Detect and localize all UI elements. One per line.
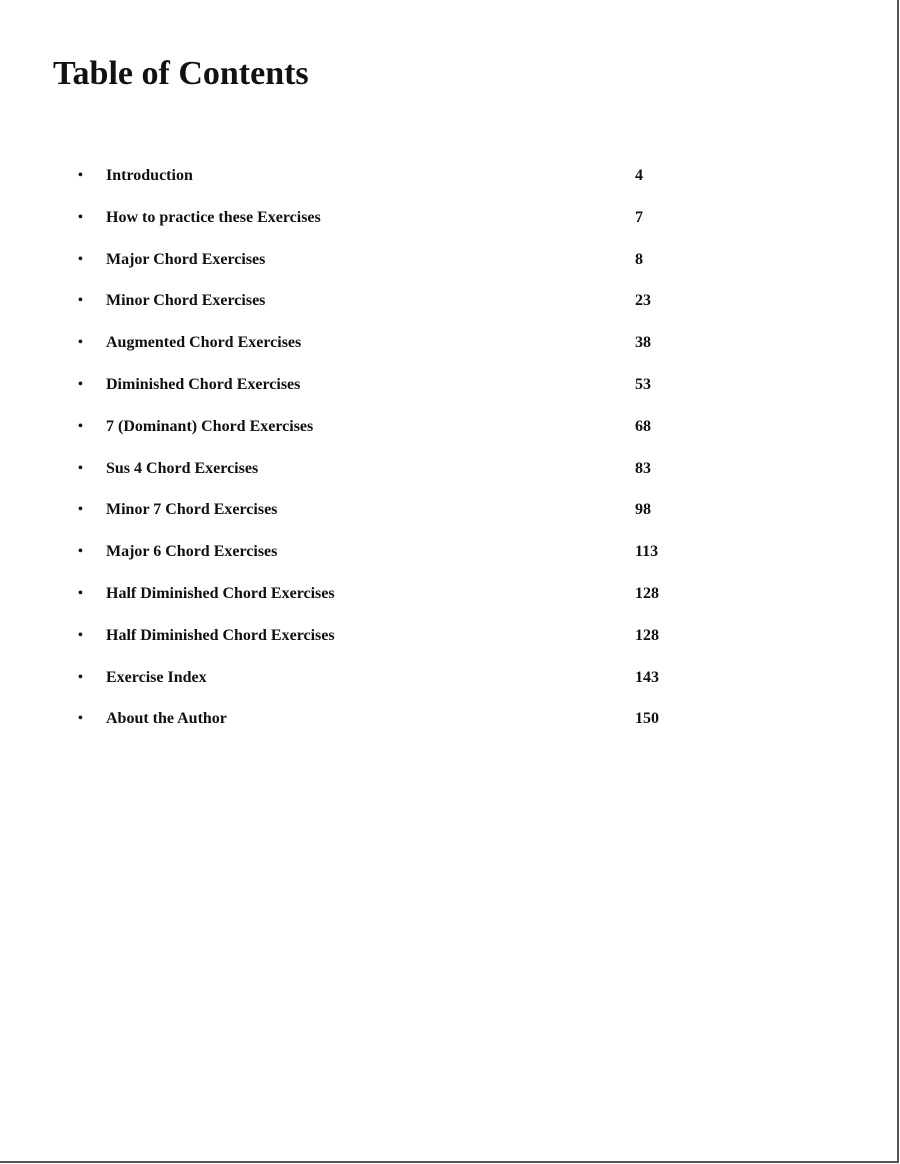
- toc-entry-label[interactable]: Major Chord Exercises: [106, 250, 266, 268]
- toc-entry-label[interactable]: Sus 4 Chord Exercises: [106, 459, 259, 477]
- toc-entry-page[interactable]: 128: [635, 584, 659, 602]
- toc-entry-page[interactable]: 53: [635, 375, 651, 393]
- toc-entry[interactable]: [0, 406, 800, 448]
- toc-entry-label[interactable]: How to practice these Exercises: [106, 208, 321, 226]
- toc-entry[interactable]: [0, 657, 800, 699]
- toc-entry-label[interactable]: Minor 7 Chord Exercises: [106, 501, 278, 519]
- toc-entry[interactable]: [0, 155, 800, 197]
- toc-entry[interactable]: [0, 197, 800, 239]
- bullet-icon: •: [78, 335, 83, 351]
- bullet-icon: •: [78, 585, 83, 601]
- toc-entry[interactable]: [0, 322, 800, 364]
- toc-entry-page[interactable]: 98: [635, 501, 651, 519]
- bullet-icon: •: [78, 502, 83, 518]
- toc-entry[interactable]: [0, 615, 800, 657]
- toc-entry-label[interactable]: Minor Chord Exercises: [106, 292, 266, 310]
- toc-entry-label[interactable]: 7 (Dominant) Chord Exercises: [106, 417, 314, 435]
- bullet-icon: •: [78, 711, 83, 727]
- bullet-icon: •: [78, 460, 83, 476]
- toc-entry-label[interactable]: Exercise Index: [106, 668, 207, 686]
- toc-entry-page[interactable]: 113: [635, 543, 659, 561]
- toc-entry-page[interactable]: 143: [635, 668, 659, 686]
- toc-entry-page[interactable]: 83: [635, 459, 651, 477]
- bullet-icon: •: [78, 418, 83, 434]
- toc-entry[interactable]: [0, 573, 800, 615]
- toc-entry-page[interactable]: 8: [635, 250, 643, 268]
- page-title: Table of Contents: [53, 55, 309, 92]
- toc-entry-page[interactable]: 38: [635, 334, 651, 352]
- bullet-icon: •: [78, 251, 83, 267]
- toc-entry-page[interactable]: 68: [635, 417, 651, 435]
- toc-entry-label[interactable]: Half Diminished Chord Exercises: [106, 584, 335, 602]
- toc-entry-label[interactable]: Major 6 Chord Exercises: [106, 543, 278, 561]
- toc-entry[interactable]: [0, 448, 800, 490]
- bullet-icon: •: [78, 168, 83, 183]
- toc-entry[interactable]: [0, 239, 800, 281]
- bullet-icon: •: [78, 669, 83, 685]
- toc-entry[interactable]: [0, 489, 800, 531]
- toc-entry-page[interactable]: 4: [635, 167, 643, 184]
- toc-entry[interactable]: [0, 364, 800, 406]
- toc-entry-label[interactable]: Diminished Chord Exercises: [106, 375, 301, 393]
- toc-entry-label[interactable]: Introduction: [106, 167, 193, 184]
- bullet-icon: •: [78, 293, 83, 309]
- toc-list: [0, 155, 800, 740]
- toc-entry-label[interactable]: About the Author: [106, 710, 227, 728]
- bullet-icon: •: [78, 209, 83, 225]
- toc-entry-label[interactable]: Augmented Chord Exercises: [106, 334, 302, 352]
- toc-entry-page[interactable]: 150: [635, 710, 659, 728]
- toc-entry-page[interactable]: 23: [635, 292, 651, 310]
- toc-entry-page[interactable]: 7: [635, 208, 643, 226]
- toc-entry-page[interactable]: 128: [635, 626, 659, 644]
- bullet-icon: •: [78, 376, 83, 392]
- toc-entry[interactable]: [0, 698, 800, 740]
- bullet-icon: •: [78, 627, 83, 643]
- toc-entry[interactable]: [0, 531, 800, 573]
- bullet-icon: •: [78, 544, 83, 560]
- toc-entry-label[interactable]: Half Diminished Chord Exercises: [106, 626, 335, 644]
- toc-entry[interactable]: [0, 280, 800, 322]
